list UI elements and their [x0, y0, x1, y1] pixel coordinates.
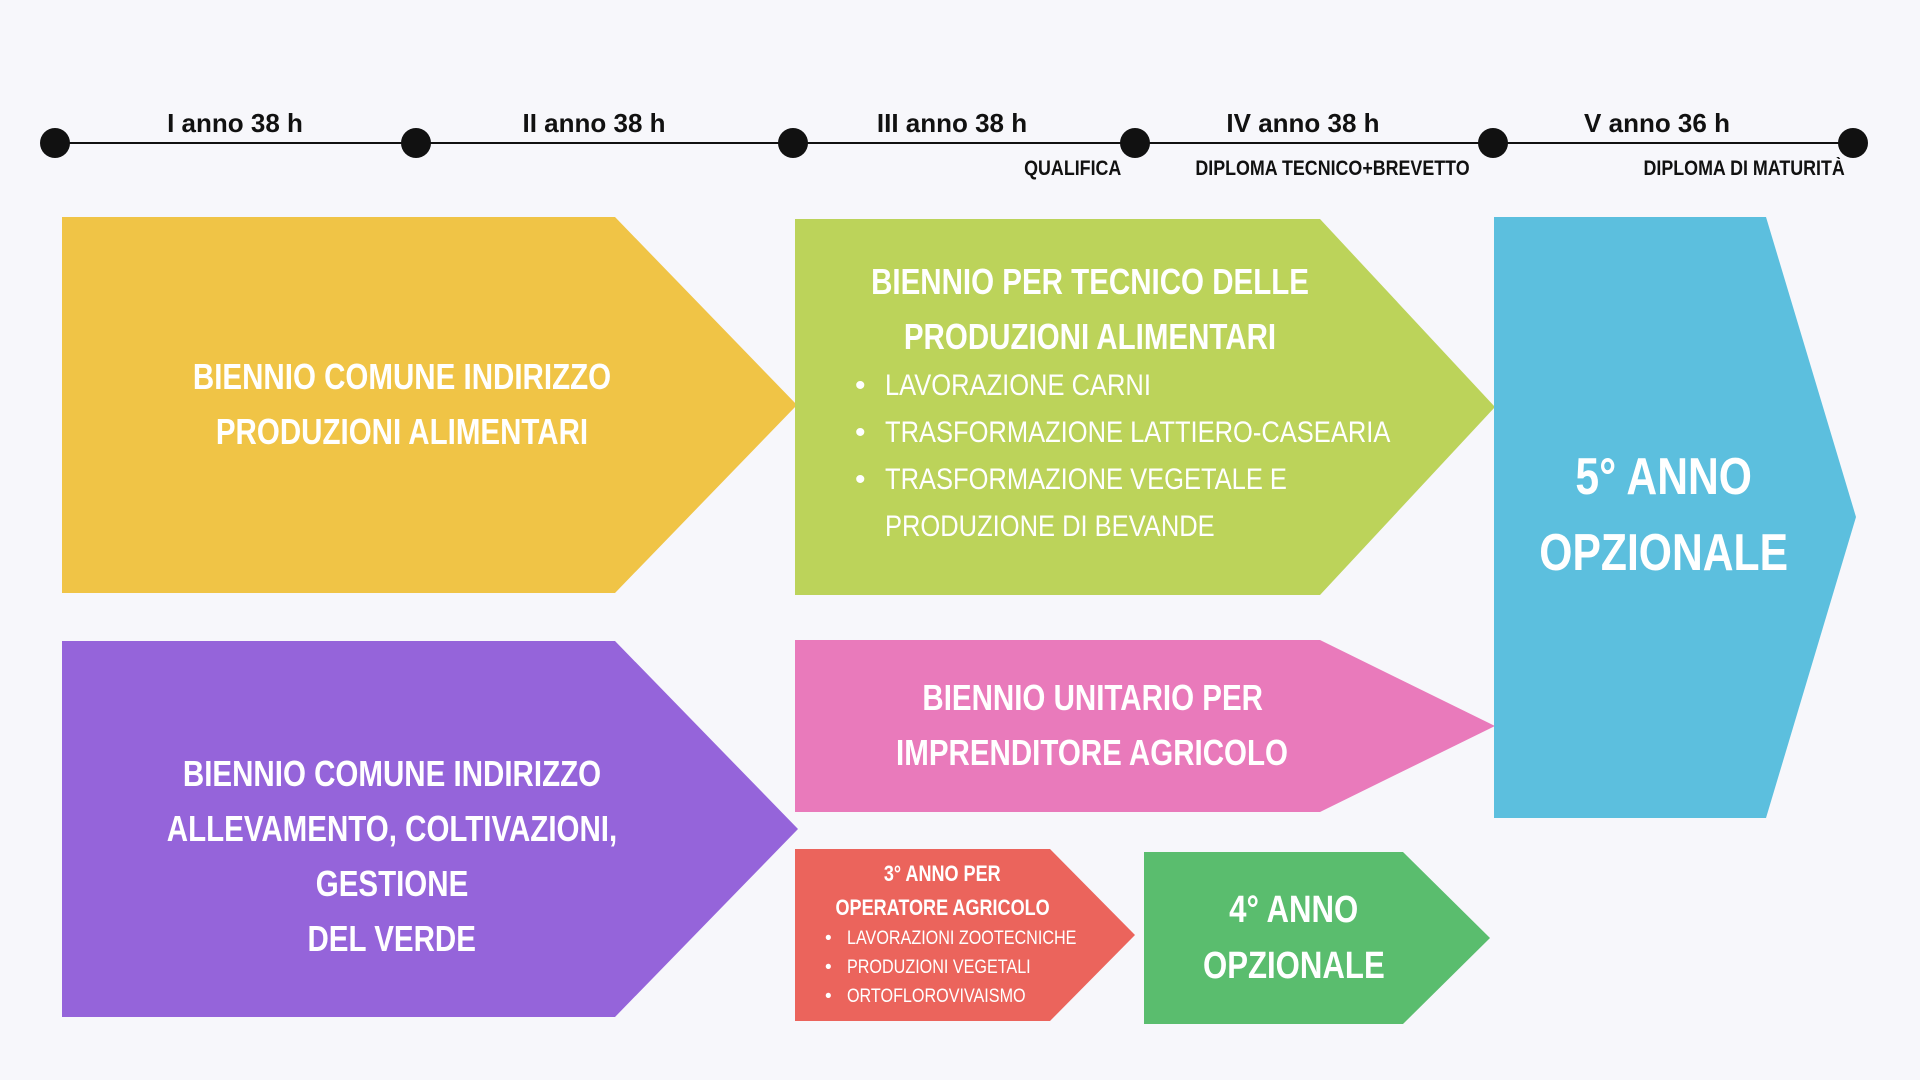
timeline-dot	[1838, 128, 1868, 158]
list-item: • TRASFORMAZIONE VEGETALE E	[855, 463, 1287, 496]
block-title: BIENNIO PER TECNICO DELLE	[871, 261, 1309, 302]
list-item: • LAVORAZIONE CARNI	[855, 369, 1151, 402]
milestone-qualifica: QUALIFICA	[1023, 157, 1121, 180]
block-text: OPZIONALE	[1539, 524, 1789, 582]
block-text: 4° ANNO	[1229, 889, 1359, 931]
list-item: • ORTOFLOROVIVAISMO	[825, 986, 1026, 1007]
quarto-anno-arrow	[1144, 852, 1490, 1024]
terzo-anno-operatore-arrow	[795, 849, 1135, 1021]
block-title: OPERATORE AGRICOLO	[835, 895, 1050, 920]
block-text: PRODUZIONI ALIMENTARI	[215, 411, 589, 452]
list-item: PRODUZIONE DI BEVANDE	[885, 510, 1215, 543]
timeline-line	[55, 142, 1855, 144]
biennio-allevamento-arrow	[62, 641, 798, 1017]
list-item: • TRASFORMAZIONE LATTIERO-CASEARIA	[855, 416, 1391, 449]
milestone-diploma-maturita: DIPLOMA DI MATURITÀ	[1643, 157, 1845, 180]
block-title: 3° ANNO PER	[884, 861, 1001, 886]
biennio-produzioni-alimentari-arrow	[62, 217, 797, 593]
year-label-5: V anno 36 h	[1584, 108, 1730, 138]
list-item: • LAVORAZIONI ZOOTECNICHE	[825, 928, 1077, 949]
timeline-dot	[40, 128, 70, 158]
tecnico-list	[855, 362, 1495, 550]
year-label-4: IV anno 38 h	[1226, 108, 1380, 138]
block-text: BIENNIO COMUNE INDIRIZZO	[192, 356, 612, 397]
block-text: OPZIONALE	[1203, 945, 1385, 987]
timeline-dot	[778, 128, 808, 158]
block-text: BIENNIO UNITARIO PER	[922, 677, 1263, 718]
timeline-dot	[1478, 128, 1508, 158]
block-text: ALLEVAMENTO, COLTIVAZIONI, GESTIONE	[166, 808, 618, 904]
biennio-imprenditore-arrow	[795, 640, 1495, 812]
block-text: BIENNIO COMUNE INDIRIZZO	[182, 753, 602, 794]
year-label-3: III anno 38 h	[876, 108, 1028, 138]
milestone-diploma-tecnico: DIPLOMA TECNICO+BREVETTO	[1195, 157, 1470, 180]
timeline-dot	[1120, 128, 1150, 158]
year-label-2: II anno 38 h	[522, 108, 666, 138]
timeline-dot	[401, 128, 431, 158]
operatore-list	[825, 924, 1125, 1011]
biennio-tecnico-arrow	[795, 219, 1495, 595]
year-label-1: I anno 38 h	[167, 108, 303, 138]
list-item: • PRODUZIONI VEGETALI	[825, 957, 1031, 978]
block-text: DEL VERDE	[307, 918, 477, 959]
block-title: PRODUZIONI ALIMENTARI	[903, 316, 1277, 357]
quinto-anno-arrow	[1494, 217, 1856, 818]
block-text: IMPRENDITORE AGRICOLO	[896, 732, 1289, 773]
block-text: 5° ANNO	[1575, 448, 1753, 506]
